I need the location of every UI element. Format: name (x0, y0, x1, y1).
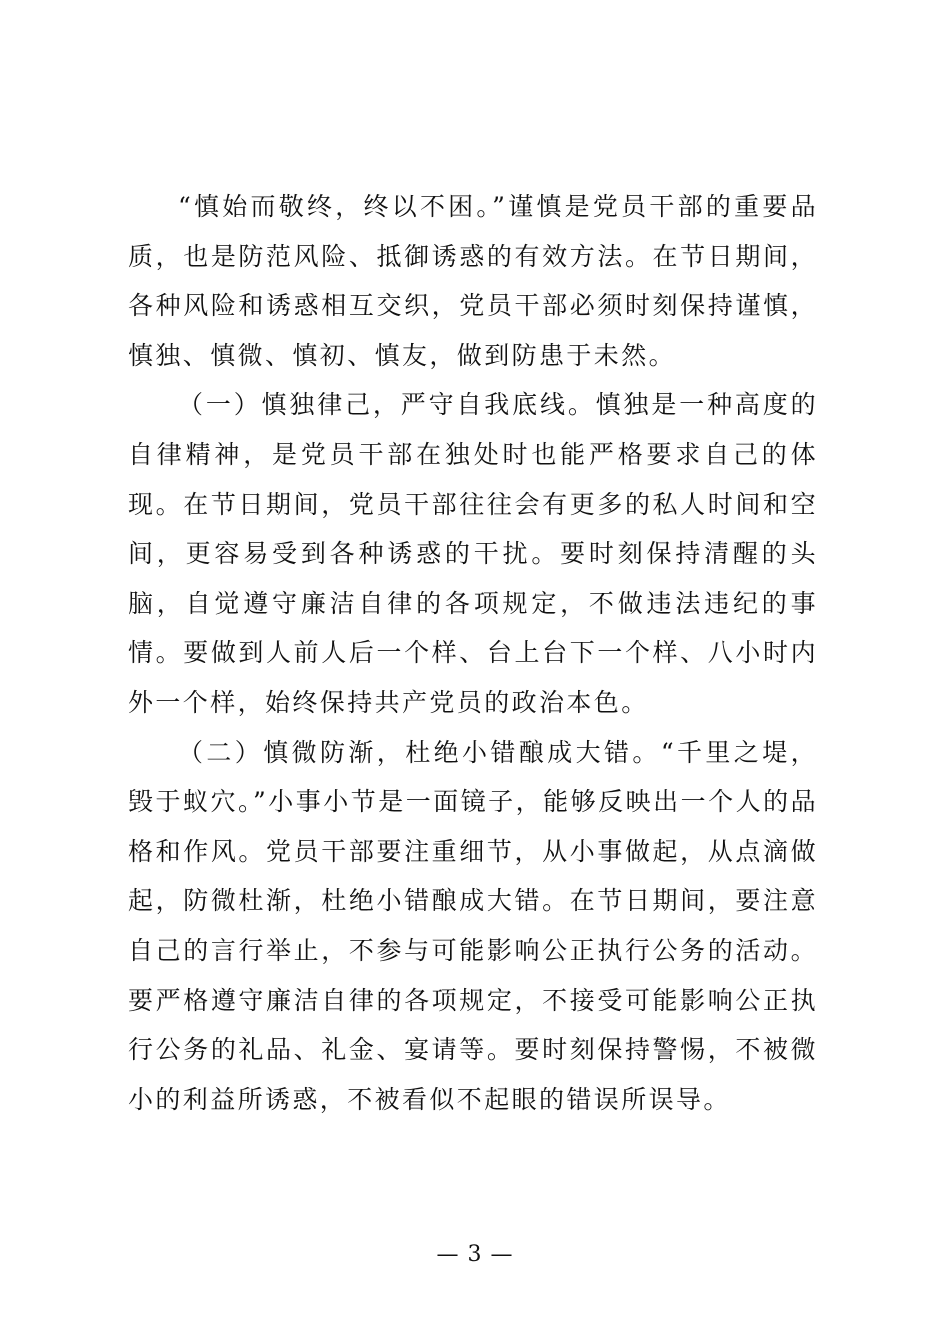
body-text (128, 182, 818, 1124)
paragraph-section-one: （一）慎独律己，严守自我底线。慎独是一种高度的自律精神，是党员干部在独处时也能严格要求自己的体现。在节日期间，党员干部往往会有更多的私人时间和空间，更容易受到各种诱惑的干扰。要时刻保持清醒的头脑，自觉遵守廉洁自律的各项规定，不做违法违纪的事情。要做到人前人后一个样、台上台下一个样、八小时内外一个样，始终保持共产党员的政治本色。 (128, 390, 818, 717)
paragraph-section-two: （二）慎微防渐，杜绝小错酿成大错。“千里之堤，毁于蚁穴。”小事小节是一面镜子，能够反映出一个人的品格和作风。党员干部要注重细节，从小事做起，从点滴做起，防微杜渐，杜绝小错酿成大错。在节日期间，要注意自己的言行举止，不参与可能影响公正执行公务的活动。要严格遵守廉洁自律的各项规定，不接受可能影响公正执行公务的礼品、礼金、宴请等。要时刻保持警惕，不被微小的利益所诱惑，不被看似不起眼的错误所误导。 (128, 737, 818, 1114)
paragraph-intro: “慎始而敬终，终以不困。”谨慎是党员干部的重要品质，也是防范风险、抵御诱惑的有效方法。在节日期间，各种风险和诱惑相互交织，党员干部必须时刻保持谨慎，慎独、慎微、慎初、慎友，做到防患于未然。 (128, 192, 818, 370)
page-number: — 3 — (436, 1242, 514, 1267)
